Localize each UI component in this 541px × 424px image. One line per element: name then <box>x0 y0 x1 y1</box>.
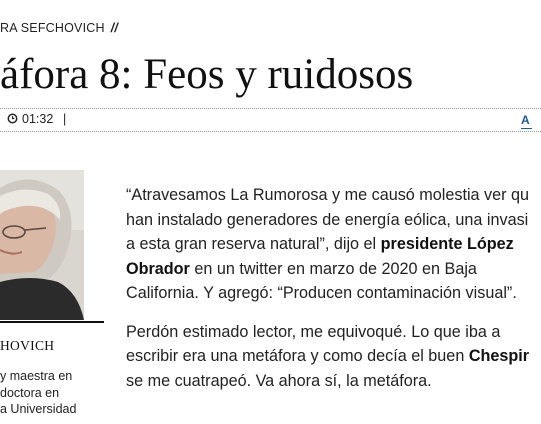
author-bio-line: a Universidad <box>0 402 77 416</box>
paragraph-line: “Atravesamos La Rumorosa y me causó molestia ver qu <box>126 186 530 204</box>
paragraph-line <box>126 232 541 257</box>
author-photo <box>0 170 84 320</box>
paragraph-line: California. Y agregó: “Producen contaminación visual”. <box>126 284 517 302</box>
byline-separator: // <box>110 21 119 35</box>
paragraph-text: en un twitter en marzo de 2020 en Baja <box>189 259 477 278</box>
author-name[interactable]: HOVICH <box>0 338 55 353</box>
paragraph-line: se me cuatrapeó. Va ahora sí, la metáfora. <box>126 371 432 390</box>
article-headline: áfora 8: Feos y ruidosos <box>0 51 414 98</box>
reading-time: 01:32 <box>22 112 54 126</box>
byline-author[interactable]: RA SEFCHOVICH <box>0 21 105 35</box>
article-paragraph <box>126 183 541 306</box>
author-divider-rule <box>0 321 104 323</box>
paragraph-line <box>126 257 541 282</box>
clock-icon <box>7 113 18 124</box>
article-meta-bar <box>0 108 541 132</box>
highlighted-name: Chespir <box>468 347 530 365</box>
paragraph-line: han instalado generadores de energía eólica, una invasi <box>126 210 529 229</box>
meta-divider: | <box>63 112 67 126</box>
paragraph-line: Perdón estimado lector, me equivoqué. Lo que iba a <box>126 322 501 341</box>
article-paragraph <box>126 320 541 394</box>
article-body <box>126 183 541 407</box>
paragraph-line <box>126 344 541 369</box>
highlighted-name: presidente López <box>380 235 514 253</box>
author-bio <box>0 368 104 418</box>
author-bio-line: doctora en <box>0 385 60 400</box>
author-bio-line: y maestra en <box>0 369 73 383</box>
font-size-icon[interactable]: A <box>521 113 530 127</box>
article-byline <box>0 21 118 35</box>
highlighted-name: Obrador <box>126 259 190 278</box>
author-portrait-image <box>0 170 84 320</box>
paragraph-text: escribir era una metáfora y como decía el buen <box>126 347 469 365</box>
paragraph-text: a esta gran reserva natural”, dijo el <box>126 235 381 253</box>
